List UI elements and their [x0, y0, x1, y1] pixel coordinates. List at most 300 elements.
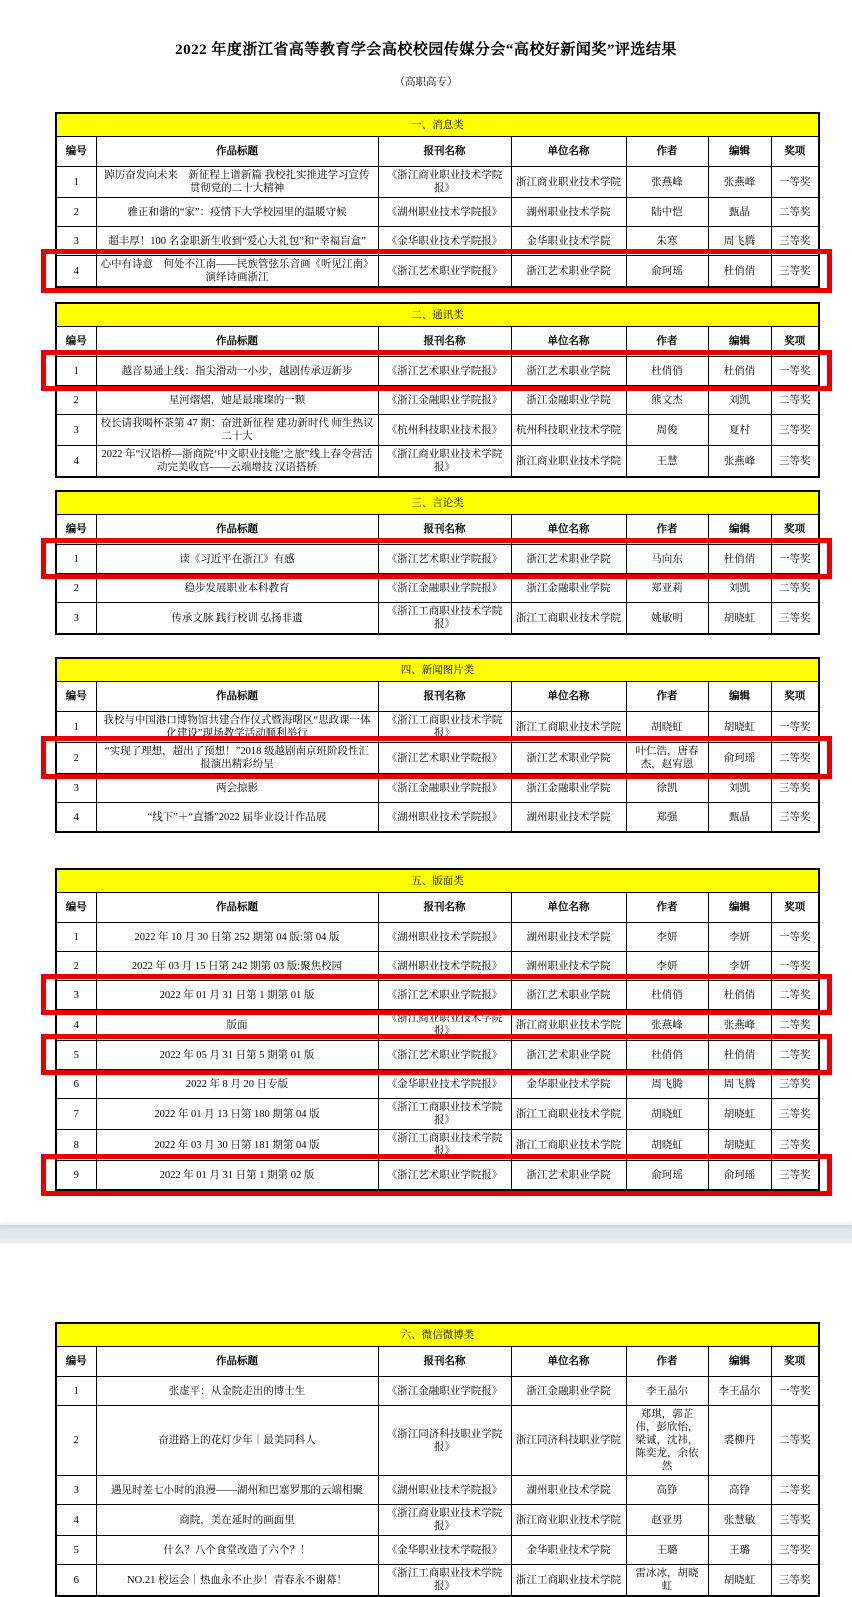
cell-unit: 浙江艺术职业学院: [511, 545, 626, 574]
cell-no: 9: [56, 1161, 96, 1191]
cell-unit: 浙江工商职业技术学院: [511, 1099, 626, 1130]
cell-publication: 《浙江艺术职业学院报》: [378, 545, 511, 574]
cell-title: “实现了理想，超出了预想！”2018 级越剧南京班阶段性汇报演出精彩纷呈: [96, 743, 378, 774]
table-row: [56, 712, 819, 743]
cell-publication: 《湖州职业技术学院报》: [378, 803, 511, 833]
column-header: 奖项: [771, 137, 819, 167]
column-header: 编辑: [708, 682, 771, 712]
page-separator: [0, 1225, 852, 1243]
cell-title: 踔厉奋发向未来 新征程上谱新篇 我校扎实推进学习宣传贯彻党的二十大精神: [96, 167, 378, 198]
table-row: [56, 167, 819, 198]
section-title: 四、新闻图片类: [56, 658, 819, 682]
table-row: [56, 1476, 819, 1505]
cell-unit: 浙江工商职业技术学院: [511, 712, 626, 743]
cell-unit: 金华职业技术学院: [511, 227, 626, 256]
column-header: 编号: [56, 327, 96, 357]
award-table-news: [55, 112, 818, 288]
column-header: 奖项: [771, 893, 819, 923]
table-row: [56, 545, 819, 574]
cell-no: 4: [56, 803, 96, 833]
cell-editor: 张慧敏: [708, 1505, 771, 1536]
cell-no: 1: [56, 1377, 96, 1406]
column-header-row: [56, 137, 819, 167]
table-row: [56, 1565, 819, 1597]
table-photo: [55, 657, 820, 833]
section-header-row: [56, 303, 819, 327]
table-row: [56, 198, 819, 227]
cell-author: 赵亚男: [626, 1505, 708, 1536]
section-title: 一、消息类: [56, 113, 819, 137]
cell-publication: 《湖州职业技术学院报》: [378, 1476, 511, 1505]
cell-award: 三等奖: [771, 774, 819, 803]
cell-award: 三等奖: [771, 1536, 819, 1565]
cell-award: 三等奖: [771, 603, 819, 635]
cell-author: 熊文杰: [626, 386, 708, 415]
cell-award: 三等奖: [771, 803, 819, 833]
cell-publication: 《浙江商业职业技术学院报》: [378, 167, 511, 198]
column-header: 报刊名称: [378, 327, 511, 357]
cell-publication: 《浙江金融职业学院报》: [378, 1377, 511, 1406]
cell-no: 1: [56, 923, 96, 952]
column-header: 作者: [626, 515, 708, 545]
column-header: 奖项: [771, 327, 819, 357]
cell-unit: 浙江艺术职业学院: [511, 357, 626, 386]
cell-publication: 《金华职业技术学院报》: [378, 1536, 511, 1565]
cell-no: 1: [56, 357, 96, 386]
column-header: 作品标题: [96, 515, 378, 545]
column-header: 编号: [56, 137, 96, 167]
cell-no: 5: [56, 1536, 96, 1565]
table-row: [56, 415, 819, 446]
cell-author: 杜俏俏: [626, 981, 708, 1010]
section-header-row: [56, 1323, 819, 1347]
column-header: 报刊名称: [378, 1347, 511, 1377]
table-row: [56, 1041, 819, 1070]
column-header: 编号: [56, 893, 96, 923]
column-header: 作者: [626, 137, 708, 167]
table-row: [56, 803, 819, 833]
cell-award: 一等奖: [771, 545, 819, 574]
section-header-row: [56, 869, 819, 893]
cell-unit: 金华职业技术学院: [511, 1536, 626, 1565]
cell-publication: 《金华职业技术学院报》: [378, 227, 511, 256]
cell-award: 一等奖: [771, 712, 819, 743]
cell-award: 二等奖: [771, 1010, 819, 1041]
cell-unit: 湖州职业技术学院: [511, 803, 626, 833]
section-title: 二、通讯类: [56, 303, 819, 327]
column-header: 单位名称: [511, 682, 626, 712]
cell-title: 2022 年 10 月 30 日第 252 期第 04 版:第 04 版: [96, 923, 378, 952]
cell-unit: 浙江商业职业技术学院: [511, 167, 626, 198]
cell-publication: 《浙江工商职业技术学院报》: [378, 603, 511, 635]
cell-author: 高铮: [626, 1476, 708, 1505]
cell-award: 一等奖: [771, 1377, 819, 1406]
cell-award: 二等奖: [771, 1041, 819, 1070]
table-row: [56, 227, 819, 256]
cell-publication: 《浙江艺术职业学院报》: [378, 981, 511, 1010]
cell-title: 雅正和谐的“家”：疫情下大学校园里的温暖守候: [96, 198, 378, 227]
cell-title: 奋进路上的花灯少年｜最美同科人: [96, 1406, 378, 1476]
table-row: [56, 256, 819, 288]
cell-award: 二等奖: [771, 743, 819, 774]
cell-editor: 夏村: [708, 415, 771, 446]
cell-author: 杜俏俏: [626, 357, 708, 386]
cell-award: 三等奖: [771, 415, 819, 446]
cell-editor: 刘凯: [708, 774, 771, 803]
page-title: 2022 年度浙江省高等教育学会高校校园传媒分会“高校好新闻奖”评选结果: [175, 42, 677, 58]
column-header: 单位名称: [511, 1347, 626, 1377]
award-table-communication: [55, 302, 818, 478]
cell-no: 2: [56, 198, 96, 227]
award-table-photo: [55, 657, 818, 833]
cell-title: 张虚平：从金院走出的博士生: [96, 1377, 378, 1406]
cell-no: 3: [56, 603, 96, 635]
table-row: [56, 1070, 819, 1099]
table-layout: [55, 868, 820, 1191]
cell-editor: 杜俏俏: [708, 357, 771, 386]
page-subtitle: （高职高专）: [394, 77, 458, 88]
cell-editor: 李妍: [708, 952, 771, 981]
column-header: 编辑: [708, 1347, 771, 1377]
cell-no: 1: [56, 545, 96, 574]
cell-award: 三等奖: [771, 1505, 819, 1536]
cell-award: 三等奖: [771, 227, 819, 256]
cell-unit: 湖州职业技术学院: [511, 1476, 626, 1505]
document-header: [0, 0, 852, 89]
cell-unit: 杭州科技职业技术学院: [511, 415, 626, 446]
cell-publication: 《浙江艺术职业学院报》: [378, 357, 511, 386]
table-row: [56, 981, 819, 1010]
cell-unit: 浙江工商职业技术学院: [511, 1130, 626, 1161]
column-header: 编辑: [708, 893, 771, 923]
cell-award: 三等奖: [771, 446, 819, 478]
cell-publication: 《湖州职业技术学院报》: [378, 923, 511, 952]
cell-award: 三等奖: [771, 256, 819, 288]
cell-no: 8: [56, 1130, 96, 1161]
cell-editor: 李王晶尔: [708, 1377, 771, 1406]
column-header: 作者: [626, 893, 708, 923]
table-wechat-weibo: [55, 1322, 820, 1597]
cell-title: 2022 年“汉语桥—浙商院‘中文职业技能’之旅”线上春令营活动完美收官——云端增技 汉语搭桥: [96, 446, 378, 478]
cell-editor: 杜俏俏: [708, 1041, 771, 1070]
cell-no: 2: [56, 1406, 96, 1476]
cell-publication: 《浙江工商职业技术学院报》: [378, 1130, 511, 1161]
cell-editor: 裘柳丹: [708, 1406, 771, 1476]
cell-publication: 《浙江金融职业学院报》: [378, 574, 511, 603]
cell-award: 一等奖: [771, 952, 819, 981]
cell-unit: 浙江艺术职业学院: [511, 1041, 626, 1070]
award-table-layout: [55, 868, 818, 1191]
cell-author: 雷冰冰，胡晓虹: [626, 1565, 708, 1597]
column-header: 编辑: [708, 327, 771, 357]
cell-award: 二等奖: [771, 198, 819, 227]
cell-author: 胡晓虹: [626, 712, 708, 743]
cell-title: 超丰厚！100 名金职新生收到“爱心大礼包”和“幸福盲盒”: [96, 227, 378, 256]
column-header: 作品标题: [96, 1347, 378, 1377]
cell-author: 马向东: [626, 545, 708, 574]
cell-editor: 俞珂瑶: [708, 743, 771, 774]
column-header: 作品标题: [96, 893, 378, 923]
cell-editor: 刘凯: [708, 574, 771, 603]
cell-editor: 胡晓虹: [708, 1565, 771, 1597]
column-header: 奖项: [771, 682, 819, 712]
cell-author: 郑亚莉: [626, 574, 708, 603]
cell-publication: 《浙江商业职业技术学院报》: [378, 1505, 511, 1536]
column-header: 编号: [56, 1347, 96, 1377]
column-header: 单位名称: [511, 137, 626, 167]
cell-no: 5: [56, 1041, 96, 1070]
table-row: [56, 952, 819, 981]
cell-award: 三等奖: [771, 1161, 819, 1191]
cell-title: NO.21 校运会｜热血永不止步！青春永不谢幕！: [96, 1565, 378, 1597]
section-header-row: [56, 113, 819, 137]
cell-publication: 《浙江工商职业技术学院报》: [378, 712, 511, 743]
table-news: [55, 112, 820, 288]
column-header-row: [56, 515, 819, 545]
cell-title: 读《习近平在浙江》有感: [96, 545, 378, 574]
cell-unit: 浙江商业职业技术学院: [511, 1505, 626, 1536]
cell-no: 4: [56, 1505, 96, 1536]
column-header-row: [56, 893, 819, 923]
column-header-row: [56, 327, 819, 357]
table-row: [56, 1161, 819, 1191]
cell-editor: 张燕峰: [708, 446, 771, 478]
cell-publication: 《浙江工商职业技术学院报》: [378, 1565, 511, 1597]
cell-unit: 浙江工商职业技术学院: [511, 603, 626, 635]
table-row: [56, 603, 819, 635]
table-row: [56, 774, 819, 803]
cell-publication: 《浙江商业职业技术学院报》: [378, 1010, 511, 1041]
cell-author: 胡晓虹: [626, 1099, 708, 1130]
cell-award: 二等奖: [771, 1476, 819, 1505]
cell-author: 姚敏明: [626, 603, 708, 635]
cell-title: 版面: [96, 1010, 378, 1041]
table-row: [56, 1406, 819, 1476]
column-header: 编辑: [708, 515, 771, 545]
cell-author: 李王晶尔: [626, 1377, 708, 1406]
cell-no: 2: [56, 574, 96, 603]
table-row: [56, 743, 819, 774]
cell-title: 2022 年 8 月 20 日专版: [96, 1070, 378, 1099]
column-header: 单位名称: [511, 515, 626, 545]
cell-publication: 《浙江商业职业技术学院报》: [378, 446, 511, 478]
cell-title: 2022 年 05 月 31 日第 5 期第 01 版: [96, 1041, 378, 1070]
cell-unit: 浙江艺术职业学院: [511, 1161, 626, 1191]
cell-publication: 《浙江同济科技职业学院报》: [378, 1406, 511, 1476]
cell-editor: 甄晶: [708, 803, 771, 833]
cell-unit: 浙江艺术职业学院: [511, 256, 626, 288]
cell-editor: 胡晓虹: [708, 712, 771, 743]
cell-no: 1: [56, 167, 96, 198]
cell-unit: 浙江金融职业学院: [511, 386, 626, 415]
cell-no: 3: [56, 227, 96, 256]
table-row: [56, 386, 819, 415]
cell-title: 越音易通上线：指尖滑动一小步，越剧传承迈新步: [96, 357, 378, 386]
cell-editor: 胡晓虹: [708, 603, 771, 635]
table-communication: [55, 302, 820, 478]
cell-title: 商院，美在延时的画面里: [96, 1505, 378, 1536]
table-row: [56, 1505, 819, 1536]
table-row: [56, 574, 819, 603]
cell-editor: 甄晶: [708, 198, 771, 227]
cell-no: 3: [56, 1476, 96, 1505]
cell-title: 2022 年 01 月 13 日第 180 期第 04 版: [96, 1099, 378, 1130]
cell-title: 稳步发展职业本科教育: [96, 574, 378, 603]
cell-award: 三等奖: [771, 1070, 819, 1099]
cell-publication: 《湖州职业技术学院报》: [378, 952, 511, 981]
cell-title: “线下”＋“直播”2022 届毕业设计作品展: [96, 803, 378, 833]
cell-unit: 金华职业技术学院: [511, 1070, 626, 1099]
table-row: [56, 1377, 819, 1406]
cell-no: 3: [56, 774, 96, 803]
column-header: 奖项: [771, 515, 819, 545]
cell-award: 一等奖: [771, 923, 819, 952]
cell-author: 俞珂瑶: [626, 256, 708, 288]
cell-editor: 高铮: [708, 1476, 771, 1505]
column-header: 报刊名称: [378, 515, 511, 545]
column-header: 单位名称: [511, 893, 626, 923]
cell-editor: 杜俏俏: [708, 981, 771, 1010]
cell-no: 2: [56, 952, 96, 981]
cell-award: 一等奖: [771, 167, 819, 198]
cell-unit: 湖州职业技术学院: [511, 952, 626, 981]
column-header: 作者: [626, 1347, 708, 1377]
section-title: 六、微信微博类: [56, 1323, 819, 1347]
cell-no: 2: [56, 386, 96, 415]
cell-publication: 《浙江艺术职业学院报》: [378, 1161, 511, 1191]
table-row: [56, 357, 819, 386]
cell-author: 朱寒: [626, 227, 708, 256]
cell-no: 6: [56, 1070, 96, 1099]
cell-editor: 张燕峰: [708, 167, 771, 198]
table-row: [56, 1010, 819, 1041]
column-header: 单位名称: [511, 327, 626, 357]
cell-unit: 湖州职业技术学院: [511, 923, 626, 952]
cell-no: 4: [56, 1010, 96, 1041]
cell-author: 李妍: [626, 923, 708, 952]
cell-title: 传承文脉 践行校训 弘扬非遗: [96, 603, 378, 635]
column-header: 编号: [56, 682, 96, 712]
cell-author: 周俊: [626, 415, 708, 446]
section-header-row: [56, 658, 819, 682]
cell-no: 7: [56, 1099, 96, 1130]
table-row: [56, 1099, 819, 1130]
cell-unit: 浙江金融职业学院: [511, 774, 626, 803]
column-header: 作品标题: [96, 137, 378, 167]
cell-unit: 浙江艺术职业学院: [511, 743, 626, 774]
cell-editor: 王璐: [708, 1536, 771, 1565]
cell-no: 4: [56, 256, 96, 288]
cell-title: 2022 年 03 月 30 日第 181 期第 04 版: [96, 1130, 378, 1161]
cell-title: 2022 年 01 月 31 日第 1 期第 01 版: [96, 981, 378, 1010]
cell-author: 周飞腾: [626, 1070, 708, 1099]
cell-no: 1: [56, 712, 96, 743]
award-table-opinion: [55, 490, 818, 635]
cell-editor: 刘凯: [708, 386, 771, 415]
cell-editor: 胡晓虹: [708, 1130, 771, 1161]
column-header-row: [56, 1347, 819, 1377]
section-title: 三、言论类: [56, 491, 819, 515]
cell-title: 星河熠熠，她是最璀璨的一颗: [96, 386, 378, 415]
cell-editor: 杜俏俏: [708, 256, 771, 288]
cell-author: 徐凯: [626, 774, 708, 803]
column-header-row: [56, 682, 819, 712]
cell-editor: 张燕峰: [708, 1010, 771, 1041]
cell-publication: 《金华职业技术学院报》: [378, 1070, 511, 1099]
cell-title: 遇见时差七小时的浪漫——湖州和巴塞罗那的云端相聚: [96, 1476, 378, 1505]
column-header: 作品标题: [96, 682, 378, 712]
cell-unit: 浙江艺术职业学院: [511, 981, 626, 1010]
cell-no: 3: [56, 981, 96, 1010]
section-title: 五、版面类: [56, 869, 819, 893]
cell-award: 三等奖: [771, 1099, 819, 1130]
cell-editor: 胡晓虹: [708, 1099, 771, 1130]
cell-award: 二等奖: [771, 386, 819, 415]
table-row: [56, 923, 819, 952]
cell-author: 李妍: [626, 952, 708, 981]
column-header: 作者: [626, 327, 708, 357]
cell-title: 两会掠影: [96, 774, 378, 803]
cell-author: 郑琪，郭芷伟，彭欣怡，梁诚，沈祎，陈奕龙，余依然: [626, 1406, 708, 1476]
cell-unit: 浙江金融职业学院: [511, 1377, 626, 1406]
cell-publication: 《浙江金融职业学院报》: [378, 386, 511, 415]
cell-editor: 李妍: [708, 923, 771, 952]
cell-no: 4: [56, 446, 96, 478]
cell-publication: 《浙江艺术职业学院报》: [378, 256, 511, 288]
cell-award: 二等奖: [771, 574, 819, 603]
cell-award: 三等奖: [771, 1565, 819, 1597]
cell-title: 心中有诗意 何处不江南——民族管弦乐音画《听见江南》演绎诗画浙江: [96, 256, 378, 288]
cell-publication: 《湖州职业技术学院报》: [378, 198, 511, 227]
cell-author: 张燕峰: [626, 1010, 708, 1041]
cell-author: 王慧: [626, 446, 708, 478]
cell-publication: 《浙江金融职业学院报》: [378, 774, 511, 803]
table-row: [56, 1130, 819, 1161]
cell-editor: 俞珂瑶: [708, 1161, 771, 1191]
column-header: 作品标题: [96, 327, 378, 357]
cell-editor: 周飞腾: [708, 1070, 771, 1099]
cell-publication: 《浙江工商职业技术学院报》: [378, 1099, 511, 1130]
cell-unit: 湖州职业技术学院: [511, 198, 626, 227]
cell-award: 二等奖: [771, 981, 819, 1010]
cell-no: 3: [56, 415, 96, 446]
cell-publication: 《浙江艺术职业学院报》: [378, 743, 511, 774]
cell-author: 张燕峰: [626, 167, 708, 198]
cell-no: 2: [56, 743, 96, 774]
column-header: 报刊名称: [378, 682, 511, 712]
award-table-wechat-weibo: [55, 1322, 818, 1597]
cell-author: 陆中恺: [626, 198, 708, 227]
cell-title: 我校与中国港口博物馆共建合作仪式暨海曙区“思政课一体化建设”现场教学活动顺利举行: [96, 712, 378, 743]
cell-unit: 浙江金融职业学院: [511, 574, 626, 603]
cell-publication: 《浙江艺术职业学院报》: [378, 1041, 511, 1070]
cell-author: 杜俏俏: [626, 1041, 708, 1070]
table-row: [56, 446, 819, 478]
cell-author: 俞珂瑶: [626, 1161, 708, 1191]
cell-title: 2022 年 03 月 15 日第 242 期第 03 版:聚焦校园: [96, 952, 378, 981]
section-header-row: [56, 491, 819, 515]
cell-title: 2022 年 01 月 31 日第 1 期第 02 版: [96, 1161, 378, 1191]
column-header: 编号: [56, 515, 96, 545]
table-row: [56, 1536, 819, 1565]
cell-no: 6: [56, 1565, 96, 1597]
cell-unit: 浙江同济科技职业学院: [511, 1406, 626, 1476]
cell-unit: 浙江工商职业技术学院: [511, 1565, 626, 1597]
cell-publication: 《杭州科技职业技术报》: [378, 415, 511, 446]
column-header: 奖项: [771, 1347, 819, 1377]
cell-unit: 浙江商业职业技术学院: [511, 446, 626, 478]
table-opinion: [55, 490, 820, 635]
